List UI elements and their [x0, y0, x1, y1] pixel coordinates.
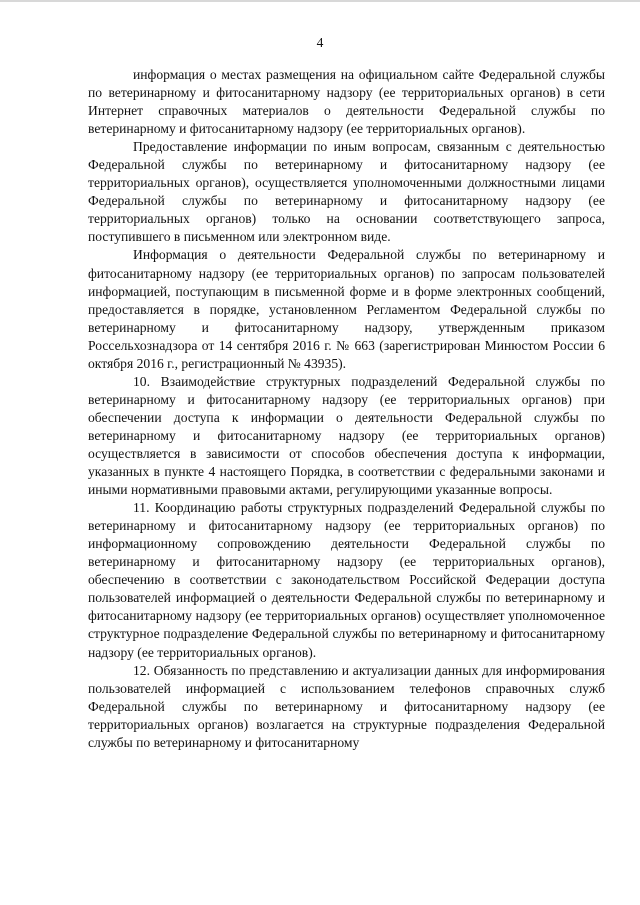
paragraph-continuation: информация о местах размещения на официальном сайте Федеральной службы по ветеринарному и фитосанитарному надзору (ее территориальных органов) в сети Интернет справочных материалов о деятельности Федеральной службы по ветеринарному и фитосанитарному надзору (ее территориальных органов). [88, 67, 605, 137]
scan-top-edge [0, 0, 640, 2]
paragraph-other-questions: Предоставление информации по иным вопросам, связанным с деятельностью Федеральной службы по ветеринарному и фитосанитарному надзору (ее территориальных органов), осуществляется уполномоченными должностными лицами Федеральной службы по ветеринарному и фитосанитарному надзору (ее территориальных органов) только на основании соответствующего запроса, поступившего в письменном или электронном виде. [88, 139, 605, 245]
page-number: 4 [316, 35, 324, 50]
paragraph-item-12: 12. Обязанность по представлению и актуализации данных для информирования пользователей информацией с использованием телефонов справочных служб Федеральной службы по ветеринарному и фитосанитарному надзору (ее территориальных органов) возлагается на структурные подразделения Федеральной службы по ветеринарному и фитосанитарному [88, 662, 605, 750]
paragraph-requests: Информация о деятельности Федеральной службы по ветеринарному и фитосанитарному надзору (ее территориальных органов) по запросам пользователей информацией, поступающим в письменной форме и в форме электронных сообщений, предоставляется в порядке, установленном Регламентом Федеральной службы по ветеринарному и фитосанитарному надзору, утвержденным приказом Россельхознадзора от 14 сентября 2016 г. № 663 (зарегистрирован Минюстом России 6 октября 2016 г., регистрационный № 43935). [88, 247, 605, 371]
paragraph-item-10: 10. Взаимодействие структурных подразделений Федеральной службы по ветеринарному и фитосанитарному надзору (ее территориальных органов) при обеспечении доступа к информации о деятельности Федеральной службы по ветеринарному и фитосанитарному надзору (ее территориальных органов) осуществляется в зависимости от способов обеспечения доступа к информации, указанных в пункте 4 настоящего Порядка, в соответствии с федеральными законами и иными нормативными правовыми актами, регулирующими указанные вопросы. [88, 373, 605, 498]
paragraph-item-11: 11. Координацию работы структурных подразделений Федеральной службы по ветеринарному и фитосанитарному надзору (ее территориальных органов) по информационному сопровождению деятельности Федеральной службы по ветеринарному и фитосанитарному надзору (ее территориальных органов), обеспечению в соответствии с законодательством Российской Федерации доступа пользователей информацией о деятельности Федеральной службы по ветеринарному и фитосанитарному надзору (ее территориальных органов) осуществляет уполномоченное структурное подразделение Федеральной службы по ветеринарному и фитосанитарному надзору (ее территориальных органов). [88, 500, 605, 660]
document-body [88, 66, 605, 752]
